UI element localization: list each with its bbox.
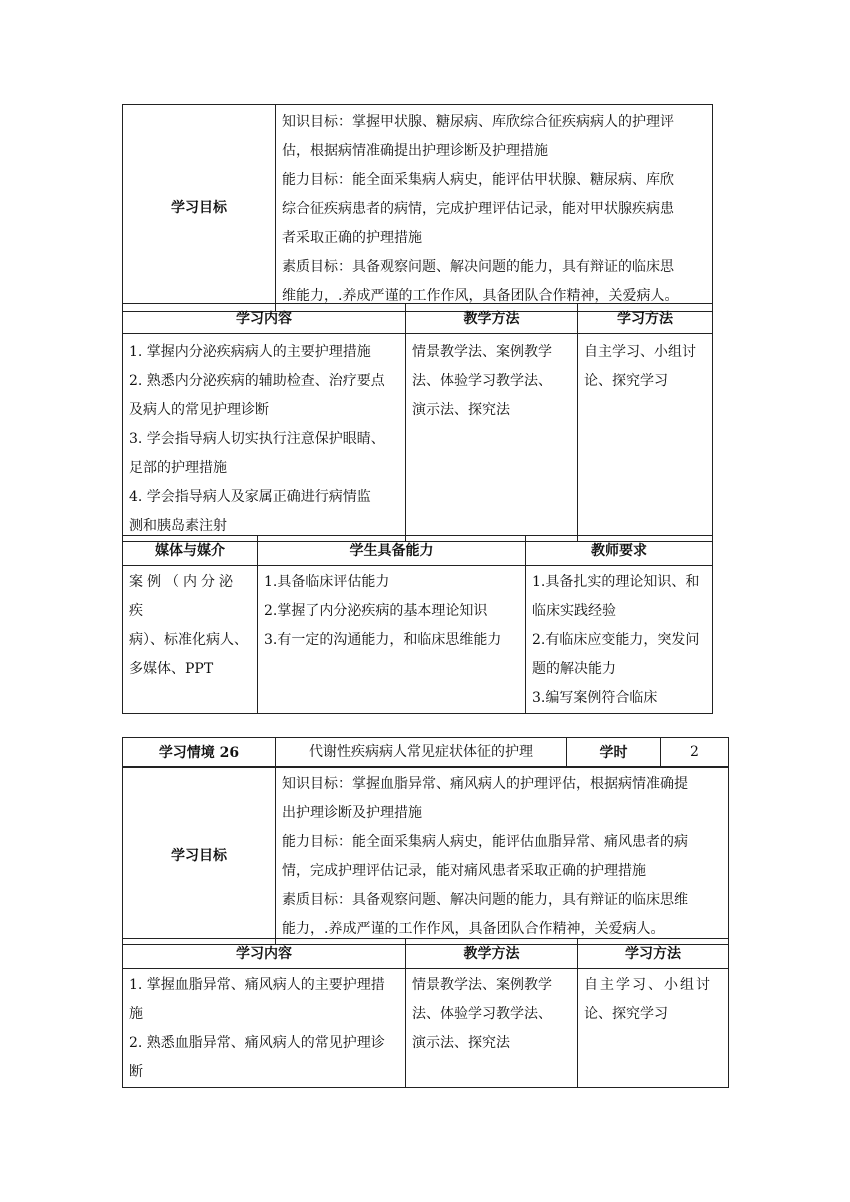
situation-title: 代谢性疾病病人常见症状体征的护理	[276, 738, 567, 768]
content-cell-2: 1. 掌握血脂异常、痛风病人的主要护理措 施 2. 熟悉血脂异常、痛风病人的常见护理诊 断	[123, 969, 406, 1088]
situation-label: 学习情境 26	[123, 738, 276, 768]
hours-label: 学时	[567, 738, 661, 768]
header-teacher: 教师要求	[526, 536, 713, 566]
goals-text-2: 知识目标：掌握血脂异常、痛风病人的护理评估，根据病情准确提 出护理诊断及护理措施 能力目标：能全面采集病人病史，能评估血脂异常、痛风患者的病 情，完成护理评估记录，能对痛风患者采取正确的护理措施 素质目标：具备观察问题、解决问题的能力，具有辩证的临床思维 能力，.养成严谨的工作作风，具备团队合作精神，关爱病人。	[276, 767, 729, 945]
header-content-2: 学习内容	[123, 939, 406, 969]
ability-cell: 1.具备临床评估能力 2.掌握了内分泌疾病的基本理论知识 3.有一定的沟通能力，和临床思维能力	[258, 566, 526, 714]
header-teach: 教学方法	[406, 304, 578, 334]
header-content: 学习内容	[123, 304, 406, 334]
teacher-cell: 1.具备扎实的理论知识、和 临床实践经验 2.有临床应变能力，突发问 题的解决能力 3.编写案例符合临床	[526, 566, 713, 714]
content-cell: 1. 掌握内分泌疾病病人的主要护理措施 2. 熟悉内分泌疾病的辅助检查、治疗要点 及病人的常见护理诊断 3. 学会指导病人切实执行注意保护眼睛、 足部的护理措施 4. 学会指导病人及家属正确进行病情监 测和胰岛素注射	[123, 334, 406, 542]
block2-content-table	[122, 938, 729, 1088]
goals-label: 学习目标	[123, 105, 276, 312]
hours-value: 2	[661, 738, 729, 768]
goals-text: 知识目标：掌握甲状腺、糖尿病、库欣综合征疾病病人的护理评 估，根据病情准确提出护理诊断及护理措施 能力目标：能全面采集病人病史，能评估甲状腺、糖尿病、库欣 综合征疾病患者的病情，完成护理评估记录，能对甲状腺疾病患 者采取正确的护理措施 素质目标：具备观察问题、解决问题的能力，具有辩证的临床思 维能力，.养成严谨的工作作风，具备团队合作精神，关爱病人。	[276, 105, 713, 312]
teach-cell-2: 情景教学法、案例教学 法、体验学习教学法、 演示法、探究法	[406, 969, 578, 1088]
header-teach-2: 教学方法	[406, 939, 578, 969]
header-learn: 学习方法	[578, 304, 713, 334]
block1-media-table	[122, 535, 713, 714]
header-media: 媒体与媒介	[123, 536, 258, 566]
block1-goals-table	[122, 104, 713, 312]
block1-content-table	[122, 303, 713, 542]
media-cell: 案例（内分泌疾 病）、标准化病人、 多媒体、PPT	[123, 566, 258, 714]
header-learn-2: 学习方法	[578, 939, 729, 969]
teach-cell: 情景教学法、案例教学 法、体验学习教学法、 演示法、探究法	[406, 334, 578, 542]
block2-situation-table	[122, 737, 729, 768]
block2-goals-table	[122, 766, 729, 945]
header-ability: 学生具备能力	[258, 536, 526, 566]
goals-label-2: 学习目标	[123, 767, 276, 945]
learn-cell: 自主学习、小组讨 论、探究学习	[578, 334, 713, 542]
learn-cell-2: 自主学习、小组讨 论、探究学习	[578, 969, 729, 1088]
